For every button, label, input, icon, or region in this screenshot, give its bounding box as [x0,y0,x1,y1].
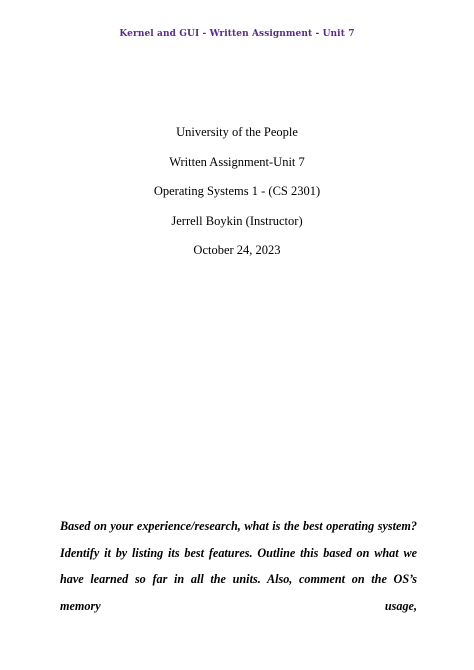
running-header: Kernel and GUI - Written Assignment - Unit 7 [119,29,355,39]
course-name: Operating Systems 1 - (CS 2301) [153,184,321,198]
assignment-question: Based on your experience/research, what is the best operating system? Identify it by listing its best features. Outline this based on what we have learned so far in all the units. Also, comment on the OS’s memory usage, [60,519,417,613]
assignment-title: Written Assignment-Unit 7 [169,154,305,169]
instructor-name: Jerrell Boykin (Instructor) [171,213,303,228]
university-name: University of the People [176,125,298,139]
submission-date: October 24, 2023 [193,243,281,257]
title-block [0,125,474,273]
